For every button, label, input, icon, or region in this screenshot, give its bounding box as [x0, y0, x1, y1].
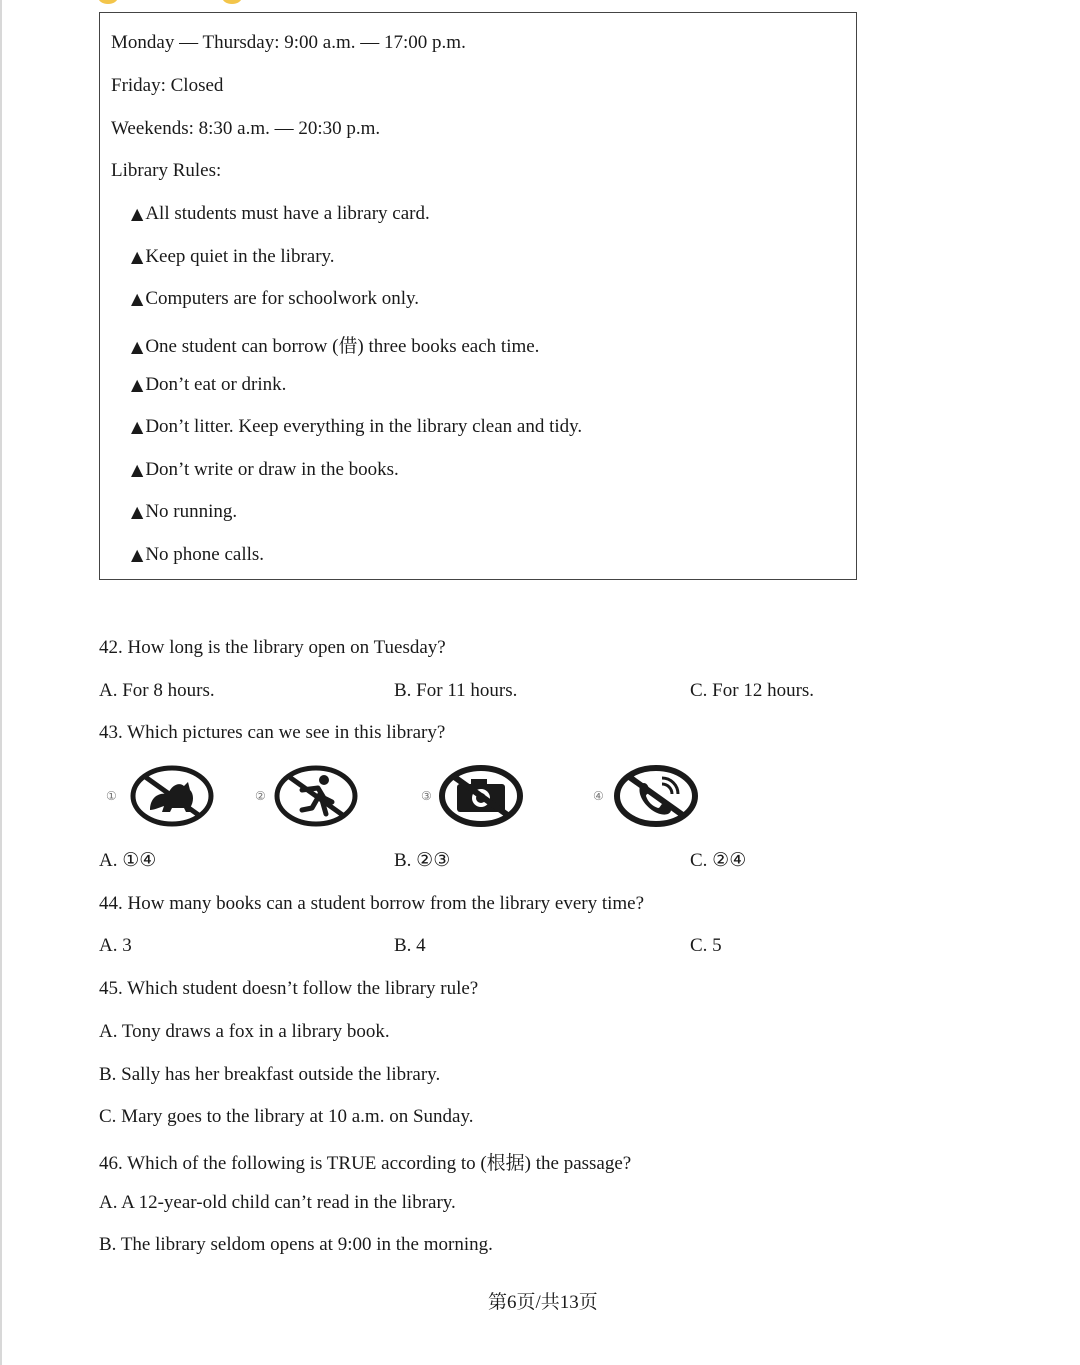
- triangle-bullet-icon: ▲: [131, 460, 144, 479]
- option-45-b[interactable]: B. Sally has her breakfast outside the library.: [99, 1064, 441, 1085]
- option-46-a[interactable]: A. A 12-year-old child can’t read in the library.: [99, 1192, 456, 1213]
- option-44-c[interactable]: C. 5: [690, 935, 722, 956]
- option-46-b[interactable]: B. The library seldom opens at 9:00 in the morning.: [99, 1234, 493, 1255]
- no-photography-icon: [437, 764, 525, 828]
- option-45-c[interactable]: C. Mary goes to the library at 10 a.m. on Sunday.: [99, 1106, 474, 1127]
- no-running-icon: [272, 764, 360, 828]
- rules-heading: Library Rules:: [111, 160, 222, 181]
- page-number: 第6页/共13页: [488, 1292, 598, 1313]
- triangle-bullet-icon: ▲: [131, 502, 144, 521]
- question-42: 42. How long is the library open on Tuesday?: [99, 637, 446, 658]
- option-44-a[interactable]: A. 3: [99, 935, 132, 956]
- triangle-bullet-icon: ▲: [131, 289, 144, 308]
- rule-item: ▲ Don’t write or draw in the books.: [131, 459, 399, 480]
- option-42-a[interactable]: A. For 8 hours.: [99, 680, 215, 701]
- hours-weekends: Weekends: 8:30 a.m. — 20:30 p.m.: [111, 118, 381, 139]
- triangle-bullet-icon: ▲: [131, 247, 144, 266]
- sign-number: ③: [421, 789, 432, 803]
- sign-number: ④: [593, 789, 604, 803]
- rule-item: ▲ One student can borrow (借) three books each time.: [131, 336, 540, 357]
- option-42-b[interactable]: B. For 11 hours.: [394, 680, 518, 701]
- no-pets-icon: [128, 764, 216, 828]
- triangle-bullet-icon: ▲: [131, 545, 144, 564]
- rule-item: ▲ Keep quiet in the library.: [131, 246, 335, 267]
- rule-item: ▲ No running.: [131, 501, 238, 522]
- option-43-a[interactable]: A. ①④: [99, 850, 157, 871]
- option-44-b[interactable]: B. 4: [394, 935, 426, 956]
- hours-weekdays: Monday — Thursday: 9:00 a.m. — 17:00 p.m.: [111, 32, 466, 53]
- rule-item: ▲ Don’t eat or drink.: [131, 374, 287, 395]
- question-45: 45. Which student doesn’t follow the library rule?: [99, 978, 479, 999]
- logo-icon: [222, 0, 242, 4]
- page-edge: [0, 0, 2, 1365]
- option-42-c[interactable]: C. For 12 hours.: [690, 680, 815, 701]
- question-44: 44. How many books can a student borrow from the library every time?: [99, 893, 645, 914]
- rule-item: ▲ No phone calls.: [131, 544, 265, 565]
- hours-friday: Friday: Closed: [111, 75, 224, 96]
- triangle-bullet-icon: ▲: [131, 417, 144, 436]
- option-43-c[interactable]: C. ②④: [690, 850, 747, 871]
- logo-icon: [98, 0, 118, 4]
- no-phone-calls-icon: [612, 764, 700, 828]
- triangle-bullet-icon: ▲: [131, 204, 144, 223]
- sign-number: ②: [255, 789, 266, 803]
- rule-item: ▲ All students must have a library card.: [131, 203, 430, 224]
- sign-number: ①: [106, 789, 117, 803]
- question-43: 43. Which pictures can we see in this library?: [99, 722, 446, 743]
- option-43-b[interactable]: B. ②③: [394, 850, 451, 871]
- rule-item: ▲ Computers are for schoolwork only.: [131, 288, 419, 309]
- triangle-bullet-icon: ▲: [131, 375, 144, 394]
- header-logo-strip: [98, 0, 358, 8]
- question-46: 46. Which of the following is TRUE according to (根据) the passage?: [99, 1153, 632, 1174]
- triangle-bullet-icon: ▲: [131, 337, 144, 356]
- option-45-a[interactable]: A. Tony draws a fox in a library book.: [99, 1021, 390, 1042]
- rule-item: ▲ Don’t litter. Keep everything in the library clean and tidy.: [131, 416, 583, 437]
